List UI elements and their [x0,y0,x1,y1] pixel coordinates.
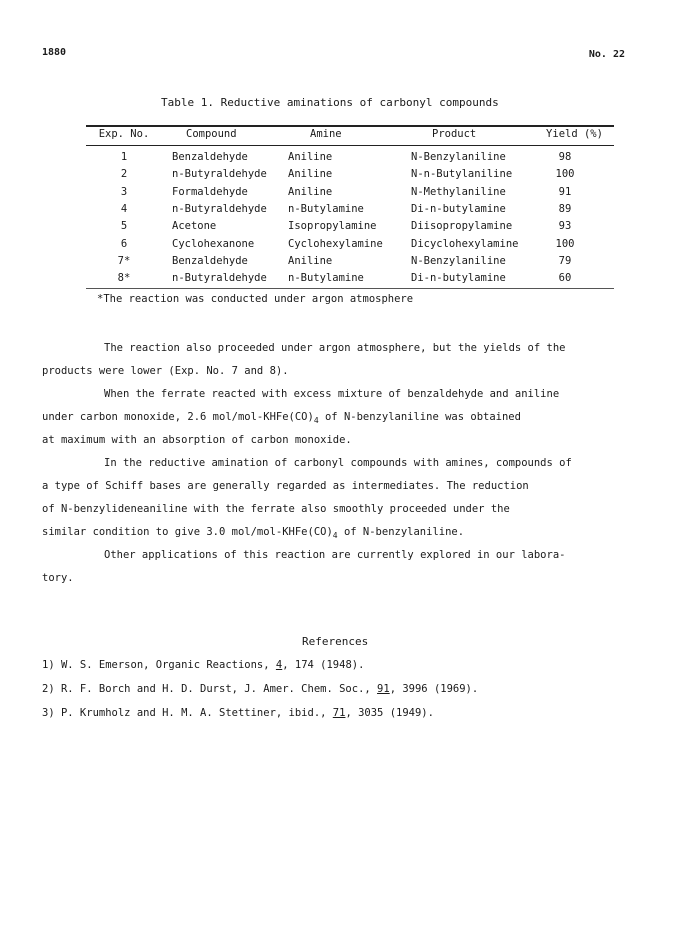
paragraph-line: products were lower (Exp. No. 7 and 8). [42,365,289,377]
table-cell-amine: Aniline [288,151,333,163]
paragraph-line: Other applications of this reaction are currently explored in our labora- [104,549,566,561]
paragraph-2 [42,383,642,452]
table-cell-exp-no: 4 [120,202,128,215]
table-cell-amine: Aniline [288,254,333,267]
column-header-compound: Compound [186,128,237,140]
table-cell-compound: Benzaldehyde [172,151,248,163]
page-number: 1880 [42,47,67,58]
table-cell-amine: Aniline [288,168,333,181]
table-cell-compound: n-Butyraldehyde [172,202,267,215]
table-cell-amine: n-Butylamine [288,202,364,215]
table-cell-yield: 100 [555,237,575,250]
table-cell-exp-no: 3 [120,185,128,198]
table-cell-product: N-Methylaniline [411,185,506,198]
table-cell-yield: 91 [558,185,572,198]
table-cell-compound: Cyclohexanone [172,237,255,250]
reference-3: 3) P. Krumholz and H. M. A. Stettiner, ibid., 71, 3035 (1949). [42,707,434,719]
paragraph-line: tory. [42,572,74,584]
table-cell-exp-no: 5 [120,220,128,233]
table-cell-yield: 60 [558,272,572,285]
table-cell-exp-no: 7* [117,254,131,267]
table-header-rule [86,145,614,146]
paragraph-line: at maximum with an absorption of carbon monoxide. [42,434,352,446]
reference-1: 1) W. S. Emerson, Organic Reactions, 4, 174 (1948). [42,659,365,671]
column-header-amine: Amine [310,128,342,140]
table-cell-exp-no: 2 [120,168,128,181]
table-cell-yield: 100 [555,168,575,181]
table-cell-yield: 89 [558,202,572,215]
column-header-exp-no: Exp. No. [98,128,150,140]
table-cell-product: N-n-Butylaniline [411,168,513,181]
paragraph-line: When the ferrate reacted with excess mixture of benzaldehyde and aniline [104,388,560,400]
table-bottom-rule [86,288,614,289]
table-cell-compound: Benzaldehyde [172,254,248,267]
table-cell-exp-no: 6 [120,237,128,250]
table-cell-exp-no: 1 [120,151,128,163]
table-top-rule [86,125,614,127]
table-cell-compound: n-Butyraldehyde [172,168,267,181]
column-header-product: Product [432,128,477,140]
table-cell-product: N-Benzylaniline [411,151,506,163]
table-cell-compound: Formaldehyde [172,185,248,198]
table-cell-product: Dicyclohexylamine [411,237,519,250]
issue-number: No. 22 [588,49,625,60]
paragraph-line: In the reductive amination of carbonyl compounds with amines, compounds of [104,457,572,469]
paragraph-line: of N-benzylideneaniline with the ferrate also smoothly proceeded under the [42,503,510,515]
references-heading: References [302,635,369,648]
table-cell-compound: Acetone [172,220,217,233]
table-caption: Table 1. Reductive aminations of carbonyl compounds [161,96,499,109]
table-cell-amine: n-Butylamine [288,272,364,285]
table-cell-amine: Aniline [288,185,333,198]
paragraph-line: similar condition to give 3.0 mol/$mol-KHFe(CO)_4$ of N-benzylaniline. [42,526,465,540]
table-footnote: *The reaction was conducted under argon atmosphere [97,293,414,305]
table-cell-product: Diisopropylamine [411,220,513,233]
column-header-yield: Yield (%) [546,128,603,140]
paragraph-1 [42,337,642,383]
paragraph-line: a type of Schiff bases are generally regarded as intermediates. The reduction [42,480,529,492]
table-cell-product: Di-n-butylamine [411,272,506,285]
table-cell-compound: n-Butyraldehyde [172,272,267,285]
table-cell-product: Di-n-butylamine [411,202,506,215]
table-cell-yield: 79 [558,254,572,267]
paragraph-4 [42,544,642,590]
paragraph-line: The reaction also proceeded under argon atmosphere, but the yields of the [104,342,566,354]
reference-2: 2) R. F. Borch and H. D. Durst, J. Amer. Chem. Soc., 91, 3996 (1969). [42,683,479,695]
table-cell-amine: Cyclohexylamine [288,237,383,250]
paragraph-3 [42,452,642,544]
table-cell-yield: 93 [558,220,572,233]
table-cell-exp-no: 8* [117,272,131,285]
table-cell-yield: 98 [558,151,572,163]
table-cell-product: N-Benzylaniline [411,254,506,267]
table-cell-amine: Isopropylamine [288,220,377,233]
paragraph-line: under carbon monoxide, 2.6 mol/$mol-KHFe(CO)_4$ of N-benzylaniline was obtained [42,411,521,425]
